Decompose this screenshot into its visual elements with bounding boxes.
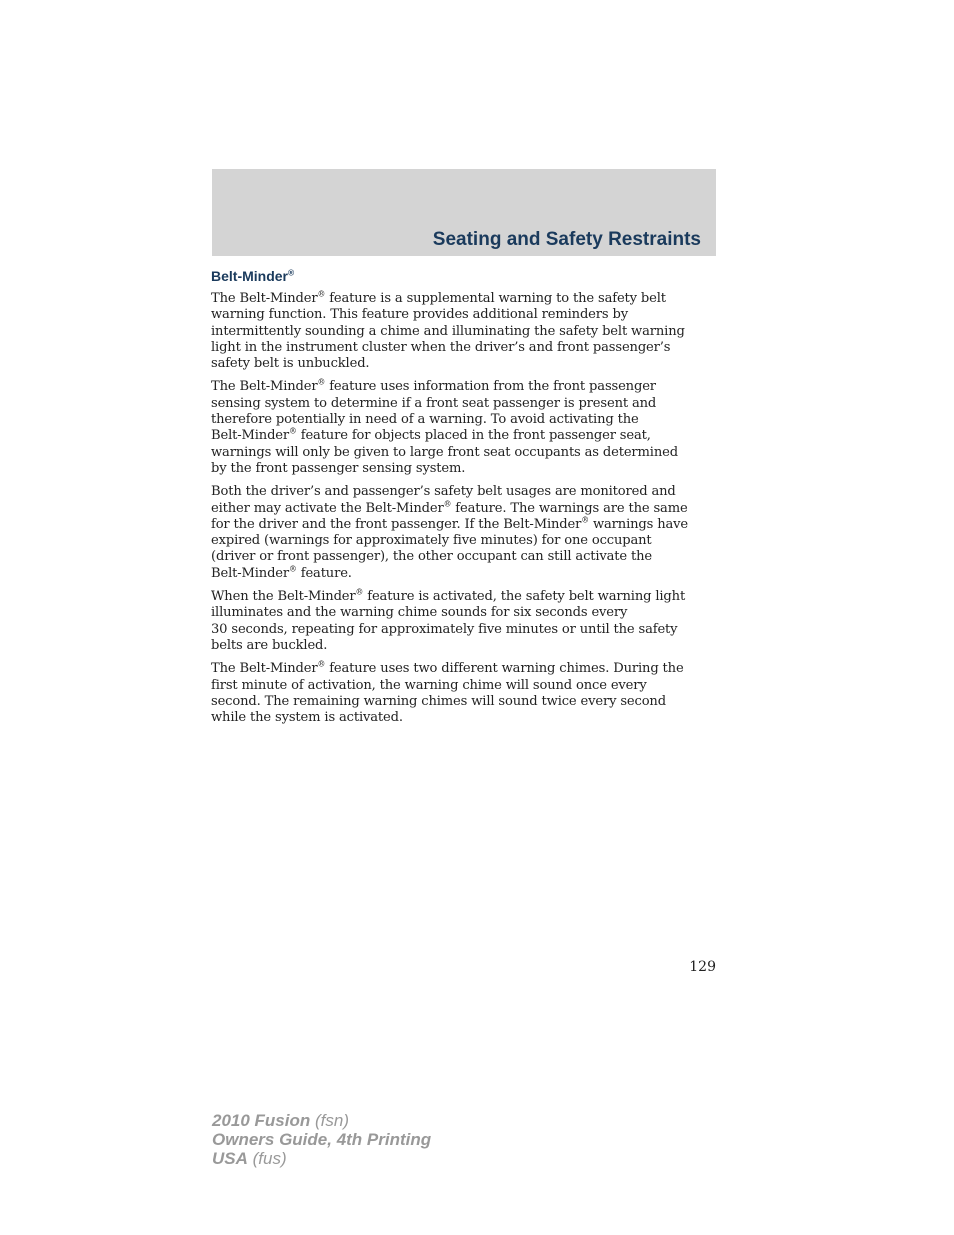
document-footer xyxy=(212,1111,431,1168)
subheading-text: Belt-Minder xyxy=(211,268,288,284)
text-line: for the driver and the front passenger. If the Belt-Minder® warnings have xyxy=(211,515,688,532)
text-line: either may activate the Belt-Minder® feature. The warnings are the same xyxy=(211,499,688,516)
registered-mark: ® xyxy=(317,378,326,388)
footer-model-code: (fsn) xyxy=(315,1111,349,1130)
text-line: sensing system to determine if a front seat passenger is present and xyxy=(211,395,657,411)
registered-mark: ® xyxy=(288,267,295,278)
registered-mark: ® xyxy=(317,659,326,669)
text-line: warning function. This feature provides additional reminders by xyxy=(211,307,628,323)
paragraph-4 xyxy=(211,589,716,654)
footer-market: USA xyxy=(212,1149,248,1168)
paragraph-2 xyxy=(211,379,716,477)
text-line: The Belt-Minder® feature is a supplemental warning to the safety belt xyxy=(211,289,666,306)
footer-line-model xyxy=(212,1111,431,1130)
page-number: 129 xyxy=(689,959,716,975)
paragraph-3 xyxy=(211,484,716,582)
text-line: expired (warnings for approximately five minutes) for one occupant xyxy=(211,533,652,549)
registered-mark: ® xyxy=(581,515,589,525)
footer-model: 2010 Fusion xyxy=(212,1111,311,1130)
registered-mark: ® xyxy=(443,499,452,509)
footer-line-market xyxy=(212,1149,431,1168)
paragraph-1 xyxy=(211,291,716,372)
registered-mark: ® xyxy=(289,564,297,574)
text-line: Belt-Minder® feature for objects placed in the front passenger seat, xyxy=(211,427,651,444)
text-line: Belt-Minder® feature. xyxy=(211,564,352,581)
subheading-belt-minder xyxy=(211,267,716,285)
text-line: therefore potentially in need of a warning. To avoid activating the xyxy=(211,412,639,428)
section-header-band xyxy=(212,169,716,256)
footer-market-code: (fus) xyxy=(252,1149,287,1168)
page-content xyxy=(211,267,716,733)
text-line: belts are buckled. xyxy=(211,637,328,653)
text-line: The Belt-Minder® feature uses two different warning chimes. During the xyxy=(211,659,684,677)
text-line: (driver or front passenger), the other occupant can still activate the xyxy=(211,549,653,565)
text-line: When the Belt-Minder® feature is activated, the safety belt warning light xyxy=(211,587,686,605)
text-line: The Belt-Minder® feature uses information from the front passenger xyxy=(211,378,656,395)
text-line: by the front passenger sensing system. xyxy=(211,460,466,476)
text-line: safety belt is unbuckled. xyxy=(211,356,370,372)
registered-mark: ® xyxy=(355,587,364,597)
text-line: light in the instrument cluster when the driver’s and front passenger’s xyxy=(211,339,671,355)
text-line: second. The remaining warning chimes will sound twice every second xyxy=(211,693,666,709)
text-line: illuminates and the warning chime sounds for six seconds every xyxy=(211,605,628,621)
text-line: warnings will only be given to large front seat occupants as determined xyxy=(211,444,678,460)
registered-mark: ® xyxy=(289,427,297,437)
text-line: intermittently sounding a chime and illuminating the safety belt warning xyxy=(211,323,685,339)
footer-edition: Owners Guide, 4th Printing xyxy=(212,1130,432,1149)
text-line: first minute of activation, the warning chime will sound once every xyxy=(211,677,647,693)
text-line: while the system is activated. xyxy=(211,710,403,726)
registered-mark: ® xyxy=(317,289,326,299)
paragraph-5 xyxy=(211,661,716,726)
section-title: Seating and Safety Restraints xyxy=(432,229,701,250)
text-line: Both the driver’s and passenger’s safety belt usages are monitored and xyxy=(211,484,676,500)
footer-line-edition xyxy=(212,1130,431,1149)
text-line: 30 seconds, repeating for approximately five minutes or until the safety xyxy=(211,621,678,637)
